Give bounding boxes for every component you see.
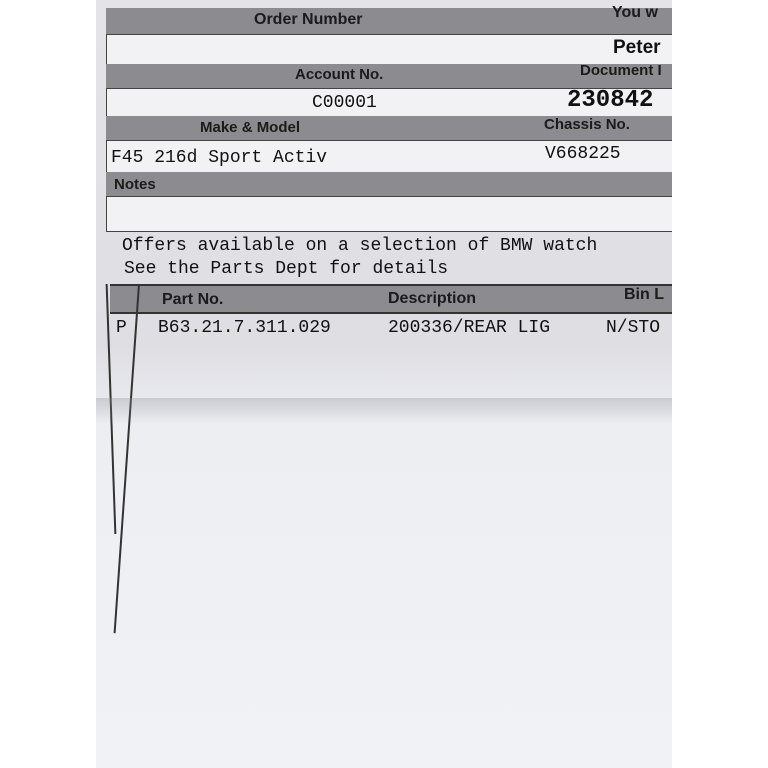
make-model-label: Make & Model: [200, 119, 301, 136]
offer-line-2: See the Parts Dept for details: [124, 259, 449, 279]
account-value: C00001: [312, 93, 377, 113]
account-row: [106, 88, 672, 118]
part-number: B63.21.7.311.029: [158, 318, 331, 338]
document-label: Document I: [580, 62, 662, 79]
part-bin: N/STO: [606, 318, 661, 338]
account-label: Account No.: [295, 66, 384, 83]
make-model-header: [106, 116, 672, 140]
invoice-sheet: [96, 0, 672, 768]
make-model-value: F45 216d Sport Activ: [111, 148, 328, 168]
notes-header: [106, 172, 672, 196]
part-no-header: Part No.: [162, 291, 224, 308]
parts-table-header: [110, 284, 672, 314]
notes-label: Notes: [114, 176, 156, 193]
part-description: 200336/REAR LIG: [388, 318, 551, 338]
make-model-row: [106, 140, 672, 174]
you-label: You w: [612, 4, 658, 21]
offer-line-1: Offers available on a selection of BMW watch: [122, 236, 598, 256]
document-value: 230842: [567, 87, 654, 114]
part-flag: P: [116, 318, 127, 338]
chassis-value: V668225: [545, 144, 621, 164]
parts-row: [110, 312, 672, 342]
notes-row: [106, 196, 672, 232]
order-number-header: [106, 4, 672, 34]
customer-name: Peter: [613, 37, 661, 58]
order-number-label: Order Number: [254, 11, 363, 28]
paper-fold-shadow: [96, 398, 672, 424]
bin-header: Bin L: [624, 286, 664, 303]
description-header: Description: [388, 290, 477, 307]
chassis-label: Chassis No.: [544, 116, 630, 133]
account-header: [106, 64, 672, 88]
